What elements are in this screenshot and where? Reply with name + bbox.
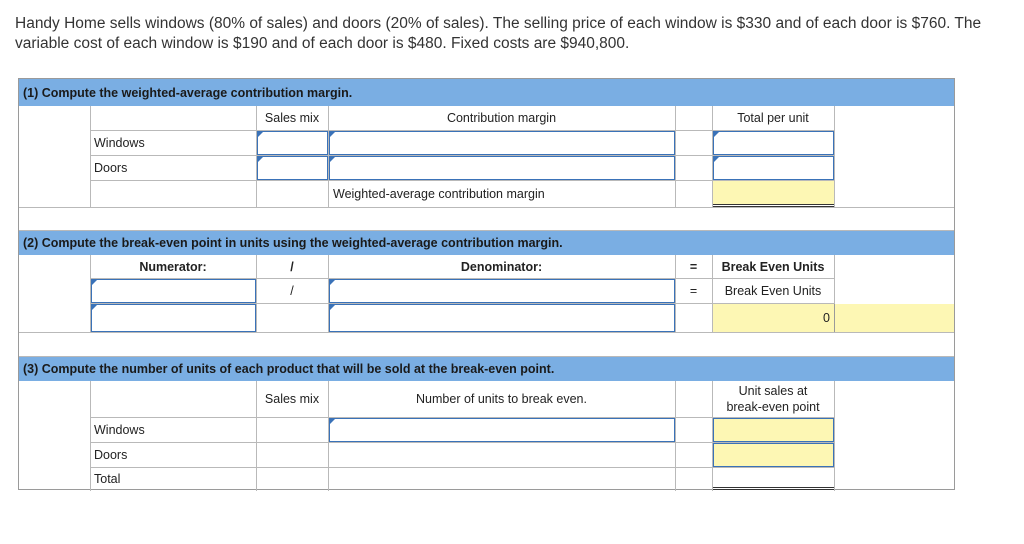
part1-header: (1) Compute the weighted-average contribution margin. (19, 79, 954, 106)
unit-sales-header-line1: Unit sales at (738, 384, 808, 398)
part3-header: (3) Compute the number of units of each product that will be sold at the break-even point. (19, 357, 954, 381)
equals-symbol: = (689, 284, 698, 298)
row-label-windows: Windows (94, 136, 145, 150)
doors-contribution-margin-input[interactable] (329, 156, 675, 180)
wacm-total-cell (713, 181, 834, 205)
sales-mix-header: Sales mix (264, 111, 320, 125)
wacm-label: Weighted-average contribution margin (333, 187, 545, 201)
slash-header: / (290, 259, 294, 274)
units-to-break-even-input[interactable] (329, 418, 675, 442)
part2-header: (2) Compute the break-even point in units using the weighted-average contribution margin. (19, 231, 954, 255)
doors-sales-mix-input[interactable] (257, 156, 328, 180)
total-per-unit-header: Total per unit (737, 111, 809, 125)
problem-statement: Handy Home sells windows (80% of sales) and doors (20% of sales). The selling price of each window is $330 and of each door is $760. The variable cost of each window is $190 and of each door is $480. Fixed costs are $940,800. (15, 15, 982, 52)
windows-contribution-margin-input[interactable] (329, 131, 675, 155)
part3-sales-mix-header: Sales mix (264, 392, 320, 406)
denominator-header: Denominator: (460, 259, 543, 274)
units-to-break-even-header: Number of units to break even. (416, 392, 587, 406)
windows-sales-mix-input[interactable] (257, 131, 328, 155)
doors-unit-sales-input[interactable] (713, 443, 834, 467)
break-even-units-label: Break Even Units (724, 284, 822, 298)
part3-row-total: Total (94, 472, 121, 486)
break-even-result-value: 0 (823, 311, 830, 325)
worksheet (18, 78, 955, 490)
contribution-margin-header: Contribution margin (446, 111, 557, 125)
denominator-value-input[interactable] (329, 304, 675, 332)
denominator-label-input[interactable] (329, 279, 675, 303)
numerator-value-input[interactable] (91, 304, 256, 332)
equals-header: = (689, 259, 698, 274)
windows-total-per-unit-input[interactable] (713, 131, 834, 155)
slash-symbol: / (290, 284, 294, 298)
part3-row-windows: Windows (94, 423, 145, 437)
numerator-header: Numerator: (139, 259, 207, 274)
numerator-label-input[interactable] (91, 279, 256, 303)
part3-row-doors: Doors (94, 448, 128, 462)
unit-sales-header (712, 381, 834, 417)
doors-total-per-unit-input[interactable] (713, 156, 834, 180)
windows-unit-sales-input[interactable] (713, 418, 834, 442)
row-label-doors: Doors (94, 161, 128, 175)
break-even-units-header: Break Even Units (721, 259, 825, 274)
unit-sales-header-line2: break-even point (726, 400, 820, 414)
